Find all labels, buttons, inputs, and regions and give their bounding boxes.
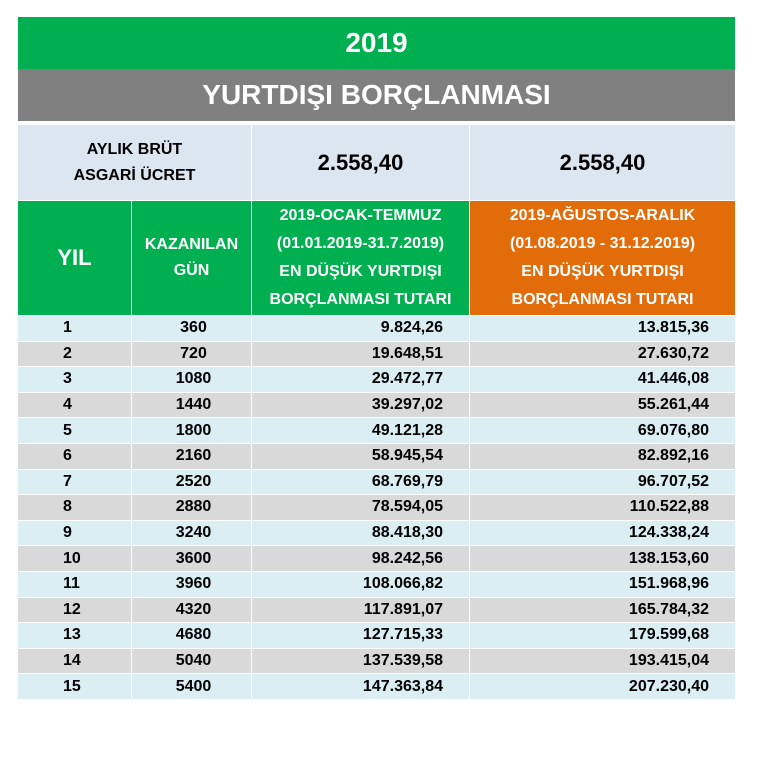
header-period2 — [470, 201, 735, 316]
table-row — [18, 367, 735, 393]
cell-period1-amount: 117.891,07 — [252, 598, 470, 624]
cell-yil: 9 — [18, 521, 132, 547]
cell-period1-amount: 88.418,30 — [252, 521, 470, 547]
table-row — [18, 598, 735, 624]
header-period1-line: EN DÜŞÜK YURTDIŞI — [279, 263, 442, 280]
wage-label-line1: AYLIK BRÜT — [86, 140, 183, 158]
cell-yil: 13 — [18, 623, 132, 649]
cell-period1-amount: 49.121,28 — [252, 418, 470, 444]
data-rows — [18, 316, 735, 700]
cell-yil: 10 — [18, 546, 132, 572]
table-row — [18, 521, 735, 547]
cell-period2-amount: 13.815,36 — [470, 316, 735, 342]
cell-period1-amount: 147.363,84 — [252, 674, 470, 700]
cell-gun: 2160 — [132, 444, 252, 470]
header-period1-line: BORÇLANMASI TUTARI — [269, 291, 452, 308]
cell-gun: 1440 — [132, 393, 252, 419]
title-year: 2019 — [18, 17, 735, 69]
header-kazanilan-gun — [132, 201, 252, 316]
cell-gun: 2520 — [132, 470, 252, 496]
cell-yil: 12 — [18, 598, 132, 624]
cell-period1-amount: 58.945,54 — [252, 444, 470, 470]
table-row — [18, 418, 735, 444]
cell-yil: 15 — [18, 674, 132, 700]
cell-gun: 1800 — [132, 418, 252, 444]
cell-gun: 4320 — [132, 598, 252, 624]
cell-period2-amount: 165.784,32 — [470, 598, 735, 624]
cell-period1-amount: 78.594,05 — [252, 495, 470, 521]
table-row — [18, 316, 735, 342]
cell-period2-amount: 193.415,04 — [470, 649, 735, 675]
table-row — [18, 470, 735, 496]
cell-yil: 7 — [18, 470, 132, 496]
cell-period2-amount: 82.892,16 — [470, 444, 735, 470]
header-gun-line1: KAZANILAN — [144, 236, 239, 253]
cell-period1-amount: 98.242,56 — [252, 546, 470, 572]
cell-period2-amount: 207.230,40 — [470, 674, 735, 700]
header-period1 — [252, 201, 470, 316]
cell-gun: 720 — [132, 342, 252, 368]
cell-period1-amount: 19.648,51 — [252, 342, 470, 368]
cell-period1-amount: 9.824,26 — [252, 316, 470, 342]
table-row — [18, 572, 735, 598]
cell-yil: 3 — [18, 367, 132, 393]
cell-period2-amount: 179.599,68 — [470, 623, 735, 649]
wage-value-period2: 2.558,40 — [470, 125, 735, 201]
cell-period1-amount: 68.769,79 — [252, 470, 470, 496]
cell-gun: 360 — [132, 316, 252, 342]
cell-period2-amount: 55.261,44 — [470, 393, 735, 419]
cell-gun: 5400 — [132, 674, 252, 700]
cell-yil: 8 — [18, 495, 132, 521]
wage-label-cell — [18, 125, 252, 201]
cell-period1-amount: 39.297,02 — [252, 393, 470, 419]
cell-yil: 1 — [18, 316, 132, 342]
cell-yil: 4 — [18, 393, 132, 419]
cell-yil: 14 — [18, 649, 132, 675]
cell-gun: 3600 — [132, 546, 252, 572]
cell-yil: 6 — [18, 444, 132, 470]
table-row — [18, 623, 735, 649]
cell-yil: 5 — [18, 418, 132, 444]
header-yil: YIL — [18, 201, 132, 316]
cell-period2-amount: 138.153,60 — [470, 546, 735, 572]
table-row — [18, 444, 735, 470]
table-row — [18, 649, 735, 675]
cell-period1-amount: 137.539,58 — [252, 649, 470, 675]
header-period2-line: 2019-AĞUSTOS-ARALIK — [509, 207, 696, 224]
cell-gun: 1080 — [132, 367, 252, 393]
table-row — [18, 674, 735, 700]
cell-period2-amount: 110.522,88 — [470, 495, 735, 521]
wage-value-period1: 2.558,40 — [252, 125, 470, 201]
table-row — [18, 546, 735, 572]
cell-period1-amount: 108.066,82 — [252, 572, 470, 598]
header-period1-line: (01.01.2019-31.7.2019) — [276, 235, 445, 252]
header-period1-line: 2019-OCAK-TEMMUZ — [279, 207, 442, 224]
borclanma-sheet — [18, 17, 735, 700]
title-subtitle: YURTDIŞI BORÇLANMASI — [18, 69, 735, 121]
header-period2-line: EN DÜŞÜK YURTDIŞI — [521, 263, 684, 280]
wage-label-line2: ASGARİ ÜCRET — [73, 166, 196, 184]
cell-period2-amount: 151.968,96 — [470, 572, 735, 598]
table-row — [18, 393, 735, 419]
cell-period1-amount: 127.715,33 — [252, 623, 470, 649]
cell-period2-amount: 41.446,08 — [470, 367, 735, 393]
header-row — [18, 201, 735, 316]
header-period2-line: (01.08.2019 - 31.12.2019) — [509, 235, 696, 252]
header-period2-line: BORÇLANMASI TUTARI — [511, 291, 694, 308]
cell-gun: 3960 — [132, 572, 252, 598]
cell-period1-amount: 29.472,77 — [252, 367, 470, 393]
cell-period2-amount: 96.707,52 — [470, 470, 735, 496]
cell-gun: 3240 — [132, 521, 252, 547]
cell-yil: 2 — [18, 342, 132, 368]
cell-gun: 4680 — [132, 623, 252, 649]
cell-gun: 2880 — [132, 495, 252, 521]
cell-period2-amount: 69.076,80 — [470, 418, 735, 444]
header-gun-line2: GÜN — [173, 262, 210, 279]
cell-period2-amount: 124.338,24 — [470, 521, 735, 547]
table-row — [18, 495, 735, 521]
cell-yil: 11 — [18, 572, 132, 598]
wage-row — [18, 125, 735, 201]
cell-period2-amount: 27.630,72 — [470, 342, 735, 368]
cell-gun: 5040 — [132, 649, 252, 675]
table-row — [18, 342, 735, 368]
